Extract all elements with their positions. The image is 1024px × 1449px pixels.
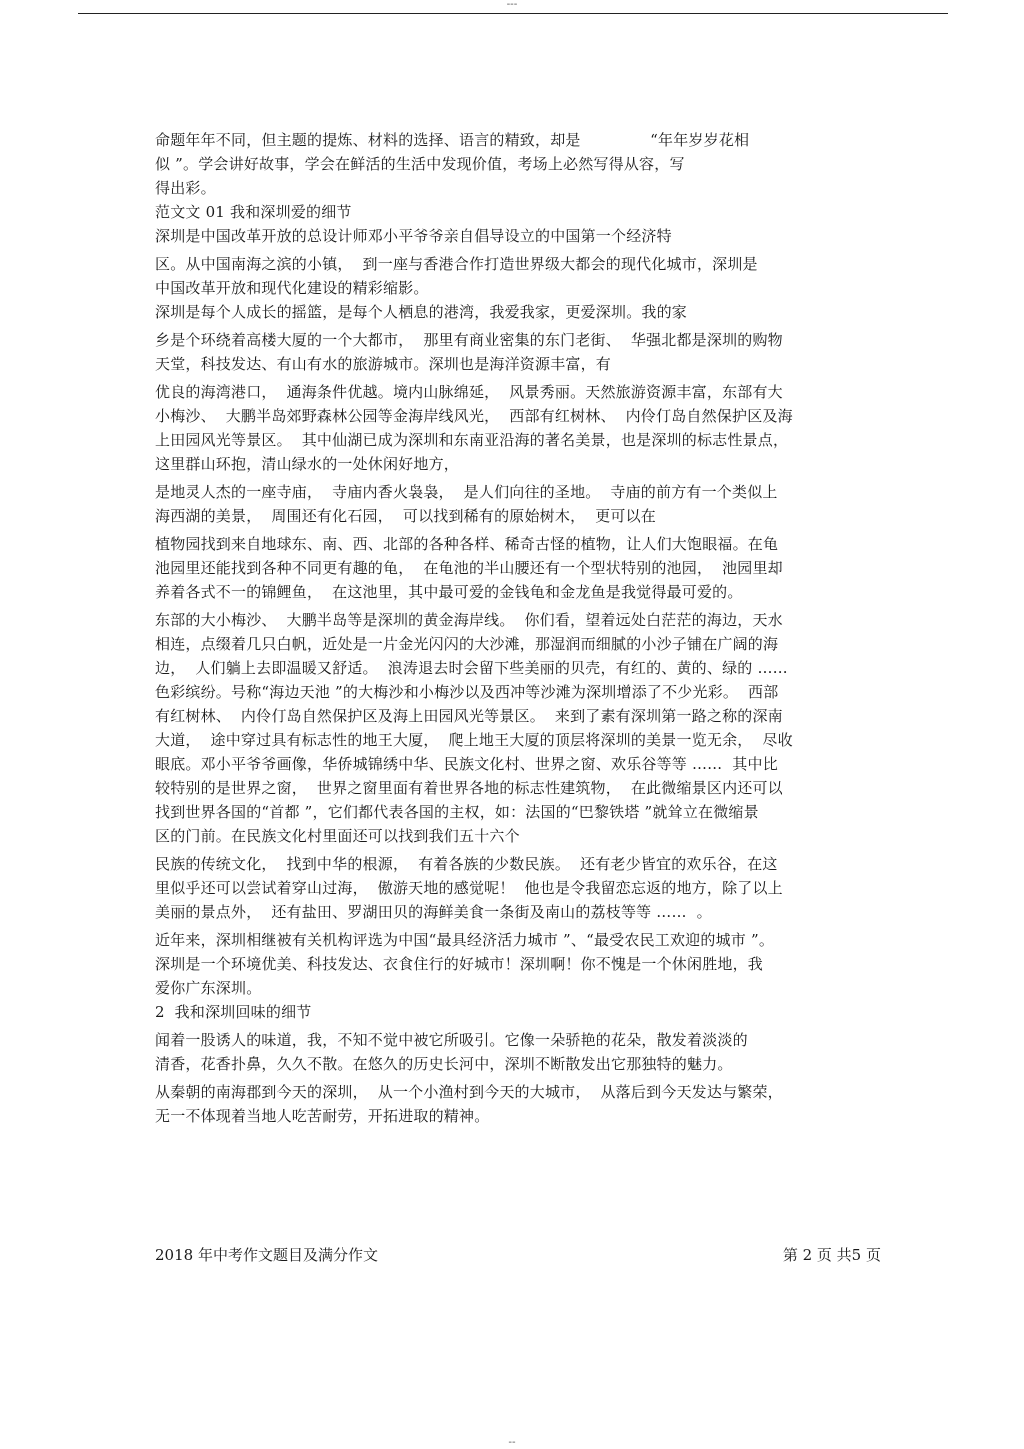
text-line: 植物园找到来自地球东、南、西、北部的各种各样、稀奇古怪的植物，让人们大饱眼福。在龟 [155,535,779,553]
text-line: 闻着一股诱人的味道，我，不知不觉中被它所吸引。它像一朵骄艳的花朵，散发着淡淡的 [155,1031,748,1049]
text-line: 色彩缤纷。号称“海边天池 ”的大梅沙和小梅沙以及西冲等沙滩为深圳增添了不少光彩。 西部 [155,683,779,701]
page-footer [155,1244,881,1266]
footer-mark: -- [508,1437,516,1448]
text-line: 相连，点缀着几只白帆，近处是一片金光闪闪的大沙滩，那湿润而细腻的小沙子铺在广阔的海 [155,635,779,653]
text-line: 似 ”。学会讲好故事，学会在鲜活的生活中发现价值，考场上必然写得从容，写 [155,155,685,173]
text-line: 中国改革开放和现代化建设的精彩缩影。 [155,279,429,297]
footer-title: 2018 年中考作文题目及满分作文 [155,1246,378,1264]
text-line: 无一不体现着当地人吃苦耐劳，开拓进取的精神。 [155,1107,490,1125]
header-mark: --- [506,0,518,10]
text-line: 海西湖的美景， 周围还有化石园， 可以找到稀有的原始树木， 更可以在 [155,507,657,525]
text-line: 民族的传统文化， 找到中华的根源， 有着各族的少数民族。 还有老少皆宜的欢乐谷，在这 [155,855,778,873]
text-line: 区。从中国南海之滨的小镇， 到一座与香港合作打造世界级大都会的现代化城市，深圳是 [155,255,758,273]
section-title: 范文文 01 我和深圳爱的细节 [155,203,352,221]
text-line: 天堂，科技发达、有山有水的旅游城市。深圳也是海洋资源丰富，有 [155,355,612,373]
page-number: 第 2 页 共5 页 [782,1246,881,1264]
text-line: 边， 人们躺上去即温暖又舒适。 浪涛退去时会留下些美丽的贝壳，有红的、黄的、绿的 …… [155,659,788,677]
text-line: 找到世界各国的“首都 ”，它们都代表各国的主权，如：法国的“巴黎铁塔 ”就耸立在微缩景 [155,803,759,821]
text-line: 有红树林、 内伶仃岛自然保护区及海上田园风光等景区。 来到了素有深圳第一路之称的深南 [155,707,783,725]
header-rule [78,13,948,14]
text-line: 眼底。邓小平爷爷画像，华侨城锦绣中华、民族文化村、世界之窗、欢乐谷等等 …… 其中比 [155,755,778,773]
text-line: 深圳是每个人成长的摇篮，是每个人栖息的港湾，我爱我家，更爱深圳。我的家 [155,303,688,321]
text-line: 东部的大小梅沙、 大鹏半岛等是深圳的黄金海岸线。 你们看，望着远处白茫茫的海边，天水 [155,611,783,629]
text-line: 大道， 途中穿过具有标志性的地王大厦， 爬上地王大厦的顶层将深圳的美景一览无余， 尽收 [155,731,793,749]
text-line: 深圳是中国改革开放的总设计师邓小平爷爷亲自倡导设立的中国第一个经济特 [155,227,672,245]
text-line: 从秦朝的南海郡到今天的深圳， 从一个小渔村到今天的大城市， 从落后到今天发达与繁荣， [155,1083,783,1101]
text-line: 爱你广东深圳。 [155,979,262,997]
text-line: 深圳是一个环境优美、科技发达、衣食住行的好城市！深圳啊！你不愧是一个休闲胜地，我 [155,955,764,973]
text-line: 养着各式不一的锦鲤鱼， 在这池里，其中最可爱的金钱龟和金龙鱼是我觉得最可爱的。 [155,583,743,601]
text-line: 小梅沙、 大鹏半岛郊野森林公园等金海岸线风光， 西部有红树林、 内伶仃岛自然保护区及海 [155,407,793,425]
text-line: 这里群山环抱，清山绿水的一处休闲好地方， [155,455,460,473]
text-line: 美丽的景点外， 还有盐田、罗湖田贝的海鲜美食一条街及南山的荔枝等等 …… 。 [155,903,712,921]
text-line: 是地灵人杰的一座寺庙， 寺庙内香火袅袅， 是人们向往的圣地。 寺庙的前方有一个类似上 [155,483,778,501]
text-line: 池园里还能找到各种不同更有趣的龟， 在龟池的半山腰还有一个型状特别的池园， 池园里却 [155,559,783,577]
text-line: 命题年年不同，但主题的提炼、材料的选择、语言的精致，却是 “年年岁岁花相 [155,131,750,149]
document-body [155,128,875,1128]
text-line: 近年来，深圳相继被有关机构评选为中国“最具经济活力城市 ”、“最受农民工欢迎的城市 ”。 [155,931,775,949]
text-line: 乡是个环绕着高楼大厦的一个大都市， 那里有商业密集的东门老街、 华强北都是深圳的购物 [155,331,783,349]
text-line: 优良的海湾港口， 通海条件优越。境内山脉绵延， 风景秀丽。天然旅游资源丰富，东部有大 [155,383,783,401]
text-line: 清香，花香扑鼻，久久不散。在悠久的历史长河中，深圳不断散发出它那独特的魅力。 [155,1055,733,1073]
text-line: 上田园风光等景区。 其中仙湖已成为深圳和东南亚沿海的著名美景，也是深圳的标志性景点， [155,431,789,449]
text-line: 得出彩。 [155,179,216,197]
text-line: 较特别的是世界之窗， 世界之窗里面有着世界各地的标志性建筑物， 在此微缩景区内还可以 [155,779,783,797]
text-line: 里似乎还可以尝试着穿山过海， 傲游天地的感觉呢！ 他也是令我留恋忘返的地方，除了以上 [155,879,783,897]
text-line: 区的门前。在民族文化村里面还可以找到我们五十六个 [155,827,520,845]
section-title: 2 我和深圳回味的细节 [155,1003,312,1021]
